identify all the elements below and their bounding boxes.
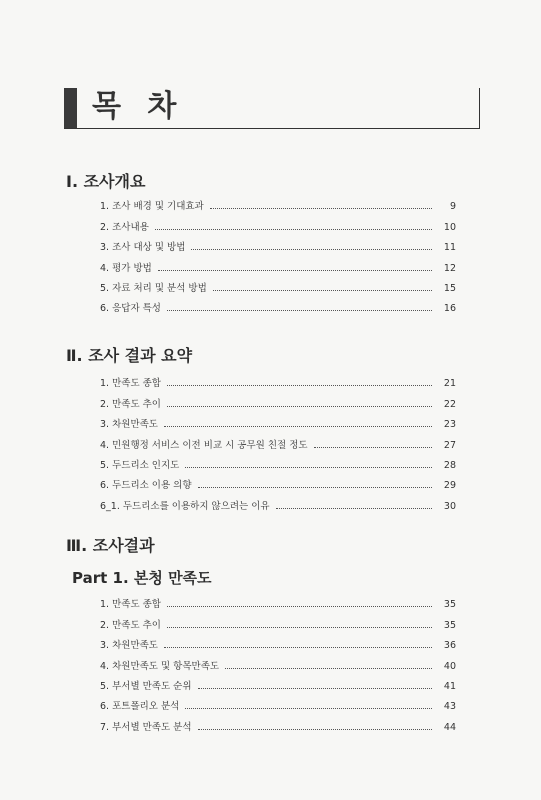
toc-entry[interactable] xyxy=(100,212,456,232)
toc-entry[interactable] xyxy=(100,692,456,712)
toc-entry-page: 30 xyxy=(443,500,456,512)
leader-dots xyxy=(213,290,432,291)
leader-dots xyxy=(164,426,432,427)
toc-entry-label: 4. 차원만족도 및 항목만족도 xyxy=(100,660,220,672)
toc-entry-label: 3. 차원만족도 xyxy=(100,419,158,431)
leader-dots xyxy=(225,668,432,669)
toc-entry-label: 6_1. 두드리소를 이용하지 않으려는 이유 xyxy=(100,500,270,512)
leader-dots xyxy=(167,310,432,311)
toc-entry-page: 43 xyxy=(443,701,456,713)
toc-entry-label: 4. 평가 방법 xyxy=(100,262,152,274)
leader-dots xyxy=(155,229,432,230)
section-1 xyxy=(66,172,486,192)
toc-entry-label: 6. 포트폴리오 분석 xyxy=(100,701,180,713)
toc-entry-page: 16 xyxy=(443,303,456,315)
toc-entry-label: 7. 부서별 만족도 분석 xyxy=(100,721,192,733)
title-rule-vertical xyxy=(479,88,480,128)
part-title: Part 1. 본청 만족도 xyxy=(72,569,212,587)
toc-entry-label: 1. 조사 배경 및 기대효과 xyxy=(100,201,204,213)
toc-entry-label: 2. 만족도 추이 xyxy=(100,619,161,631)
section-title: Ⅱ. 조사 결과 요약 xyxy=(66,346,193,365)
toc-entry-page: 15 xyxy=(443,282,456,294)
section-1-list xyxy=(100,192,456,314)
leader-dots xyxy=(167,627,432,628)
toc-entry[interactable] xyxy=(100,590,456,610)
leader-dots xyxy=(198,688,432,689)
toc-entry-label: 4. 민원행정 서비스 이전 비교 시 공무원 친절 정도 xyxy=(100,439,308,451)
toc-entry[interactable] xyxy=(100,672,456,692)
toc-entry[interactable] xyxy=(100,410,456,430)
toc-entry-page: 23 xyxy=(443,419,456,431)
toc-entry[interactable] xyxy=(100,610,456,630)
toc-entry[interactable] xyxy=(100,389,456,409)
toc-entry[interactable] xyxy=(100,491,456,511)
leader-dots xyxy=(276,508,432,509)
leader-dots xyxy=(314,447,432,448)
leader-dots xyxy=(210,208,432,209)
toc-entry-page: 10 xyxy=(443,221,456,233)
section-2-list xyxy=(100,369,456,512)
toc-entry-page: 9 xyxy=(449,201,456,213)
toc-entry-label: 1. 만족도 종합 xyxy=(100,599,161,611)
section-3-list xyxy=(100,590,456,733)
toc-entry-label: 3. 조사 대상 및 방법 xyxy=(100,242,186,254)
section-2 xyxy=(66,346,486,366)
title-rule-horizontal xyxy=(64,128,480,129)
toc-entry[interactable] xyxy=(100,294,456,314)
toc-entry-label: 5. 자료 처리 및 분석 방법 xyxy=(100,282,207,294)
toc-entry-label: 6. 응답자 특성 xyxy=(100,303,161,315)
toc-entry-label: 5. 두드리소 인지도 xyxy=(100,459,180,471)
toc-entry[interactable] xyxy=(100,471,456,491)
toc-entry-page: 12 xyxy=(443,262,456,274)
toc-entry-label: 6. 두드리소 이용 의향 xyxy=(100,480,192,492)
toc-entry-page: 41 xyxy=(443,680,456,692)
leader-dots xyxy=(185,467,432,468)
toc-entry-label: 5. 부서별 만족도 순위 xyxy=(100,680,192,692)
toc-entry[interactable] xyxy=(100,192,456,212)
toc-entry-page: 35 xyxy=(443,619,456,631)
toc-entry-page: 28 xyxy=(443,459,456,471)
leader-dots xyxy=(198,729,432,730)
toc-entry-page: 21 xyxy=(443,378,456,390)
page-title: 목 차 xyxy=(92,89,185,124)
toc-entry-page: 29 xyxy=(443,480,456,492)
toc-entry[interactable] xyxy=(100,430,456,450)
toc-entry-label: 2. 조사내용 xyxy=(100,221,149,233)
toc-entry-label: 3. 차원만족도 xyxy=(100,640,158,652)
toc-entry-page: 44 xyxy=(443,721,456,733)
toc-entry[interactable] xyxy=(100,631,456,651)
leader-dots xyxy=(191,249,432,250)
toc-entry-page: 35 xyxy=(443,599,456,611)
leader-dots xyxy=(167,385,432,386)
toc-entry-page: 40 xyxy=(443,660,456,672)
toc-entry-label: 2. 만족도 추이 xyxy=(100,398,161,410)
toc-entry[interactable] xyxy=(100,369,456,389)
toc-entry-page: 22 xyxy=(443,398,456,410)
section-title: Ⅰ. 조사개요 xyxy=(66,172,146,191)
toc-entry[interactable] xyxy=(100,712,456,732)
leader-dots xyxy=(158,270,432,271)
toc-entry[interactable] xyxy=(100,233,456,253)
toc-entry-label: 1. 만족도 종합 xyxy=(100,378,161,390)
toc-entry[interactable] xyxy=(100,651,456,671)
toc-entry[interactable] xyxy=(100,451,456,471)
toc-entry-page: 36 xyxy=(443,640,456,652)
leader-dots xyxy=(164,647,432,648)
leader-dots xyxy=(167,606,432,607)
section-title: Ⅲ. 조사결과 xyxy=(66,536,155,555)
toc-entry[interactable] xyxy=(100,253,456,273)
toc-entry[interactable] xyxy=(100,274,456,294)
title-accent-bar xyxy=(64,88,77,128)
leader-dots xyxy=(185,708,432,709)
toc-entry-page: 11 xyxy=(443,242,456,254)
toc-header xyxy=(64,88,484,130)
leader-dots xyxy=(167,406,432,407)
toc-entry-page: 27 xyxy=(443,439,456,451)
leader-dots xyxy=(198,487,432,488)
section-3 xyxy=(66,536,486,556)
